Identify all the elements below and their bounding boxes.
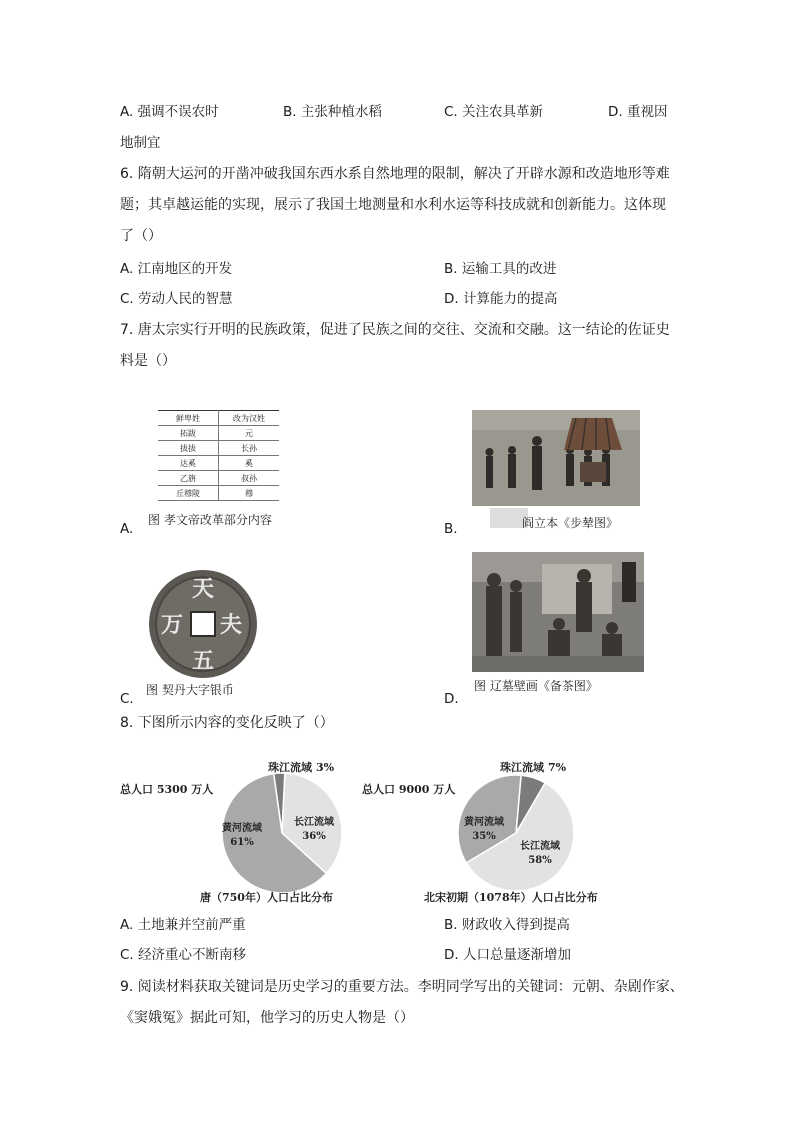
chart2-zhujiang-value: 7%: [548, 761, 567, 774]
q6-stem-line2: 题；其卓越运能的实现，展示了我国土地测量和水利水运等科技成就和创新能力。这体现: [120, 197, 666, 213]
chart1-total-label: 总人口 5300 万人: [120, 783, 214, 796]
q5-option-a: A. 强调不误农时: [120, 104, 219, 120]
q6-option-b: B. 运输工具的改进: [444, 261, 557, 277]
chart1-zhujiang-label: [268, 760, 335, 774]
table-cell: 丘穆陵: [158, 486, 219, 501]
fig-b-letter: B.: [444, 521, 458, 537]
q8-option-a: A. 土地兼并空前严重: [120, 917, 246, 933]
q5-option-b: B. 主张种植水稻: [283, 104, 382, 120]
chart1-zhujiang-name: 珠江流域: [268, 761, 312, 774]
fig-a-caption: 图 孝文帝改革部分内容: [148, 513, 272, 527]
chart1-changjiang-value: 36%: [302, 831, 326, 842]
q7-stem-line1: 7. 唐太宗实行开明的民族政策，促进了民族之间的交往、交流和交融。这一结论的佐证史: [120, 322, 670, 338]
coin-char-top: 天: [191, 576, 214, 602]
q7-stem-line2: 料是（）: [120, 353, 176, 369]
fig-b-caption: 阎立本《步辇图》: [522, 516, 619, 530]
table-cell: 拔拔: [158, 441, 219, 456]
chart1-zhujiang-value: 3%: [316, 761, 335, 774]
painting-bunian-tu: [472, 410, 640, 506]
q8-option-c: C. 经济重心不断南移: [120, 947, 247, 963]
table-cell: 达奚: [158, 456, 219, 471]
fig-d-letter: D.: [444, 691, 459, 707]
q6-option-a: A. 江南地区的开发: [120, 261, 233, 277]
chart2-zhujiang-label: [500, 760, 567, 774]
coin-char-right: 夫: [219, 612, 242, 638]
coin-char-left: 万: [160, 612, 183, 638]
q8-option-d: D. 人口总量逐渐增加: [444, 947, 571, 963]
chart2-zhujiang-name: 珠江流域: [500, 761, 544, 774]
fig-a-letter: A.: [120, 521, 134, 537]
chart1-changjiang-name: 长江流域: [294, 817, 334, 828]
table-cell: 乙旃: [158, 471, 219, 486]
population-pie-charts: [0, 745, 794, 915]
q8-option-b: B. 财政收入得到提高: [444, 917, 570, 933]
chart2-title: 北宋初期（1078年）人口占比分布: [424, 891, 598, 904]
q6-stem-line1: 6. 隋朝大运河的开凿冲破我国东西水系自然地理的限制，解决了开辟水源和改造地形等难: [120, 166, 670, 182]
fig-d-caption: 图 辽墓壁画《备茶图》: [474, 679, 598, 693]
mural-beicha-tu: [472, 552, 644, 672]
chart2-changjiang-name: 长江流域: [520, 841, 560, 852]
table-cell: 长孙: [219, 441, 280, 456]
chart2-total-label: 总人口 9000 万人: [362, 783, 456, 796]
coin-char-bottom: 五: [191, 648, 214, 674]
surname-table: [158, 410, 279, 501]
fig-c-caption: 图 契丹大字银币: [146, 683, 234, 697]
table-cell: 元: [219, 426, 280, 441]
table-header-cell: 改为汉姓: [219, 411, 280, 426]
q5-option-d-cont: 地制宜: [120, 135, 161, 151]
table-cell: 穆: [219, 486, 280, 501]
table-header-cell: 鲜卑姓: [158, 411, 219, 426]
table-cell: 拓跋: [158, 426, 219, 441]
table-cell: 叔孙: [219, 471, 280, 486]
chart2-changjiang-value: 58%: [528, 855, 552, 866]
q5-option-d: D. 重视因: [608, 104, 668, 120]
chart2-huanghe-name: 黄河流域: [464, 817, 504, 828]
q9-stem-line2: 《窦娥冤》据此可知，他学习的历史人物是（）: [120, 1010, 414, 1026]
q8-stem: 8. 下图所示内容的变化反映了（）: [120, 715, 334, 731]
q6-option-c: C. 劳动人民的智慧: [120, 291, 233, 307]
table-cell: 奚: [219, 456, 280, 471]
q6-option-d: D. 计算能力的提高: [444, 291, 558, 307]
fig-c-letter: C.: [120, 691, 134, 707]
chart1-huanghe-value: 61%: [230, 837, 254, 848]
q5-option-c: C. 关注农具革新: [444, 104, 544, 120]
chart2-huanghe-value: 35%: [472, 831, 496, 842]
q9-stem-line1: 9. 阅读材料获取关键词是历史学习的重要方法。李明同学写出的关键词：元朝、杂剧作家、: [120, 979, 684, 995]
chart1-huanghe-name: 黄河流域: [222, 823, 262, 834]
q6-stem-line3: 了（）: [120, 228, 162, 244]
chart1-title: 唐（750年）人口占比分布: [200, 891, 333, 904]
